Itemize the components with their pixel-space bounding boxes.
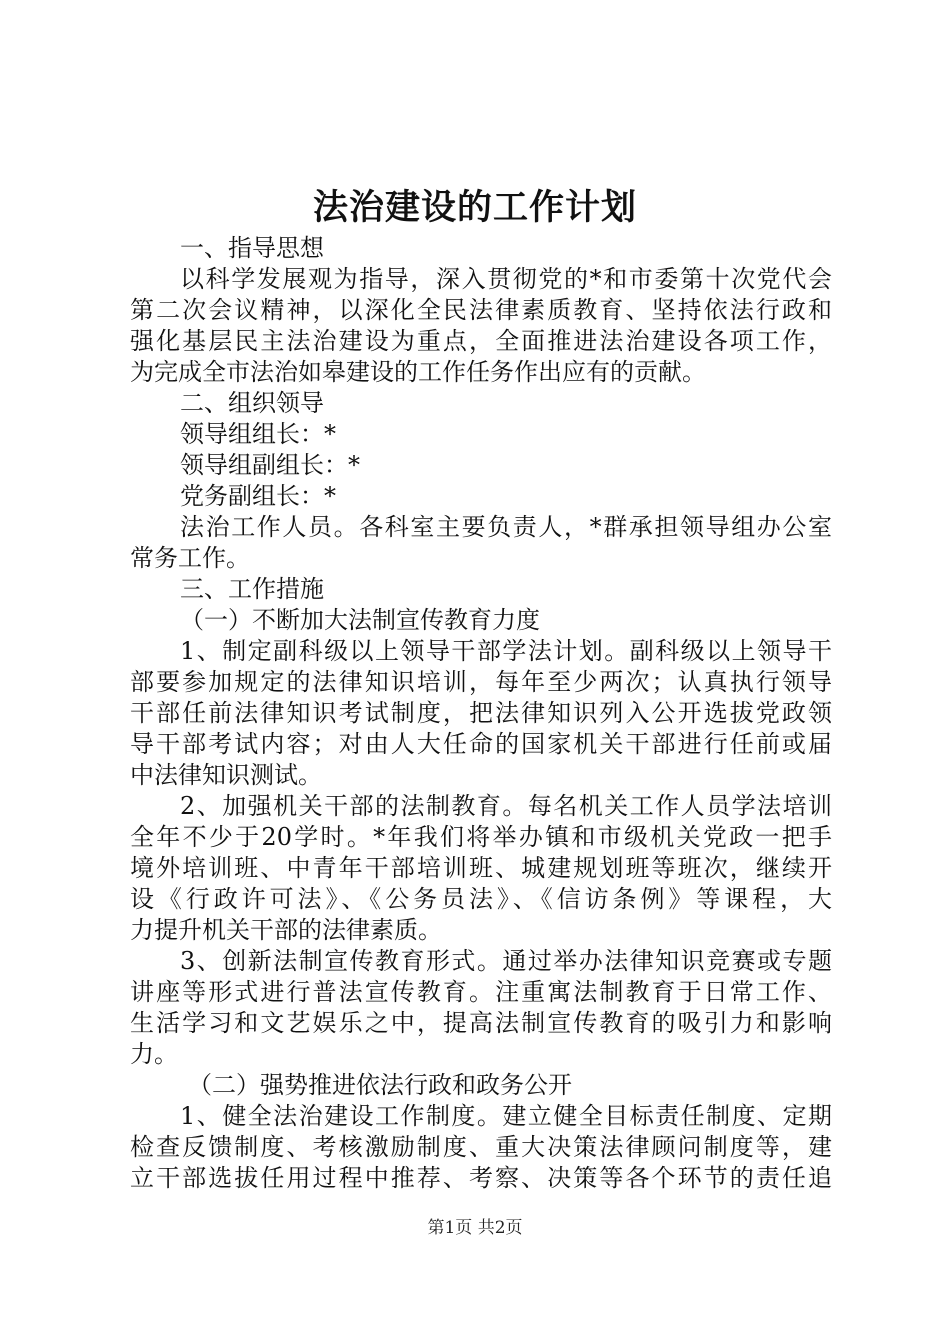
page-footer: 第1页 共2页	[427, 1218, 523, 1238]
body-line: 1、健全法治建设工作制度。建立健全目标责任制度、定期	[180, 1102, 832, 1130]
document-title: 法治建设的工作计划	[312, 187, 637, 228]
body-line: 常务工作。	[130, 544, 250, 572]
body-line: （二）强势推进依法行政和政务公开	[188, 1071, 572, 1099]
body-line: 1、制定副科级以上领导干部学法计划。副科级以上领导干	[180, 637, 832, 665]
body-line: 干部任前法律知识考试制度，把法律知识列入公开选拔党政领	[130, 699, 832, 727]
body-line: 强化基层民主法治建设为重点，全面推进法治建设各项工作，	[130, 327, 832, 355]
body-line: 二、组织领导	[180, 389, 324, 417]
body-line: 讲座等形式进行普法宣传教育。注重寓法制教育于日常工作、	[130, 978, 832, 1006]
body-line: 第二次会议精神，以深化全民法律素质教育、坚持依法行政和	[130, 296, 832, 324]
body-line: 设《行政许可法》、《公务员法》、《信访条例》等课程，大	[130, 885, 832, 913]
body-line: （一）不断加大法制宣传教育力度	[180, 606, 540, 634]
body-line: 三、工作措施	[180, 575, 324, 603]
body-line: 2、加强机关干部的法制教育。每名机关工作人员学法培训	[180, 792, 832, 820]
body-line: 3、创新法制宣传教育形式。通过举办法律知识竞赛或专题	[180, 947, 832, 975]
body-line: 以科学发展观为指导，深入贯彻党的*和市委第十次党代会	[180, 265, 832, 293]
body-line: 全年不少于20学时。*年我们将举办镇和市级机关党政一把手	[130, 823, 832, 851]
body-line: 力。	[130, 1040, 178, 1068]
body-line: 为完成全市法治如皋建设的工作任务作出应有的贡献。	[130, 358, 706, 386]
document-body	[130, 233, 832, 1194]
body-line: 党务副组长：*	[180, 482, 336, 510]
body-line: 立干部选拔任用过程中推荐、考察、决策等各个环节的责任追	[130, 1164, 832, 1192]
body-line: 力提升机关干部的法律素质。	[130, 916, 442, 944]
body-line: 生活学习和文艺娱乐之中，提高法制宣传教育的吸引力和影响	[130, 1009, 832, 1037]
body-line: 境外培训班、中青年干部培训班、城建规划班等班次，继续开	[130, 854, 832, 882]
body-line: 领导组组长：*	[180, 420, 336, 448]
body-line: 部要参加规定的法律知识培训，每年至少两次；认真执行领导	[130, 668, 832, 696]
body-line: 中法律知识测试。	[130, 761, 322, 789]
body-line: 一、指导思想	[180, 234, 324, 262]
body-line: 法治工作人员。各科室主要负责人，*群承担领导组办公室	[180, 513, 832, 541]
body-line: 领导组副组长：*	[180, 451, 360, 479]
body-line: 检查反馈制度、考核激励制度、重大决策法律顾问制度等，建	[130, 1133, 832, 1161]
body-line: 导干部考试内容；对由人大任命的国家机关干部进行任前或届	[130, 730, 832, 758]
